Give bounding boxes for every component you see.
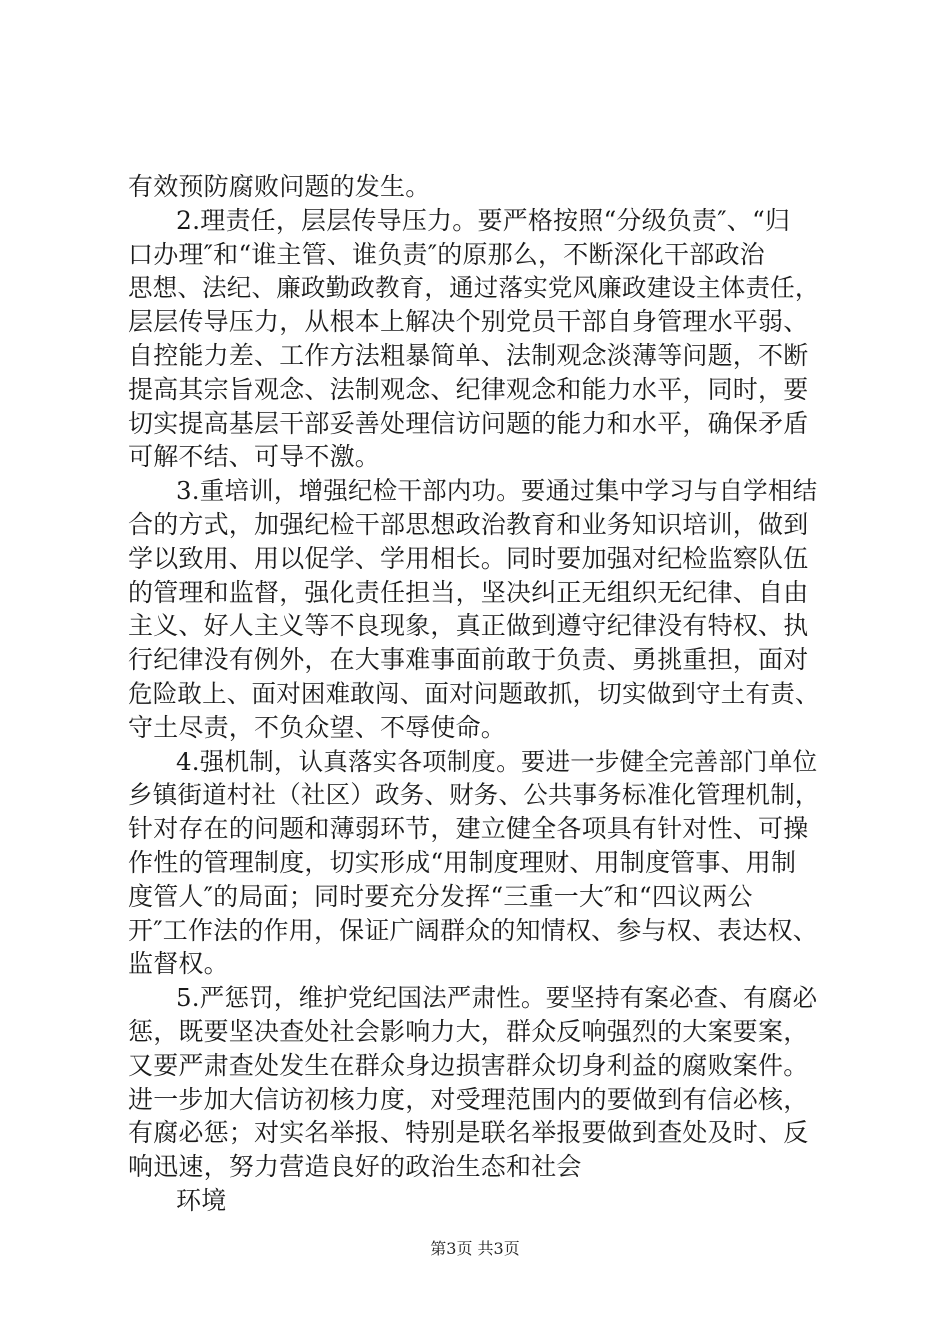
text-line: 层层传导压力，从根本上解决个别党员干部自身管理水平弱、 — [128, 307, 809, 337]
text-line: 环境 — [176, 1185, 227, 1215]
text-line: 乡镇街道村社（社区）政务、财务、公共事务标准化管理机制， — [128, 780, 820, 810]
text-line: 危险敢上、面对困难敢闯、面对问题敢抓，切实做到守土有责、 — [128, 678, 820, 708]
text-line: 惩，既要坚决查处社会影响力大，群众反响强烈的大案要案， — [128, 1016, 809, 1046]
text-line: 思想、法纪、廉政勤政教育，通过落实党风廉政建设主体责任， — [128, 273, 820, 303]
text-line: 可解不结、可导不激。 — [128, 442, 381, 472]
text-line: 有效预防腐败问题的发生。 — [128, 172, 431, 201]
text-line: 3.重培训，增强纪检干部内功。要通过集中学习与自学相结 — [176, 476, 818, 506]
page-footer: 第3页 共3页 — [430, 1239, 520, 1258]
text-line: 提高其宗旨观念、法制观念、纪律观念和能力水平，同时，要 — [128, 374, 809, 404]
text-line: 进一步加大信访初核力度，对受理范围内的要做到有信必核， — [128, 1084, 809, 1114]
text-line: 学以致用、用以促学、学用相长。同时要加强对纪检监察队伍 — [128, 543, 809, 573]
document-body — [128, 170, 828, 1218]
text-line: 4.强机制，认真落实各项制度。要进一步健全完善部门单位 — [176, 746, 818, 776]
text-line: 自控能力差、工作方法粗暴简单、法制观念淡薄等问题，不断 — [128, 340, 809, 370]
text-line: 又要严肃查处发生在群众身边损害群众切身利益的腐败案件。 — [128, 1050, 809, 1080]
text-line: 5.严惩罚，维护党纪国法严肃性。要坚持有案必查、有腐必 — [176, 983, 818, 1013]
text-line: 针对存在的问题和薄弱环节，建立健全各项具有针对性、可操 — [128, 814, 809, 844]
text-line: 行纪律没有例外，在大事难事面前敢于负责、勇挑重担，面对 — [128, 645, 809, 675]
text-line: 开″工作法的作用，保证广阔群众的知情权、参与权、表达权、 — [128, 915, 818, 945]
text-line: 监督权。 — [128, 949, 229, 979]
text-line: 合的方式，加强纪检干部思想政治教育和业务知识培训，做到 — [128, 509, 809, 539]
text-line: 的管理和监督，强化责任担当，坚决纠正无组织无纪律、自由 — [128, 577, 809, 607]
text-line: 响迅速，努力营造良好的政治生态和社会 — [128, 1152, 582, 1182]
text-line: 主义、好人主义等不良现象，真正做到遵守纪律没有特权、执 — [128, 611, 809, 641]
text-line: 作性的管理制度，切实形成“用制度理财、用制度管事、用制 — [128, 847, 797, 877]
text-line: 有腐必惩；对实名举报、特别是联名举报要做到查处及时、反 — [128, 1118, 809, 1148]
text-line: 口办理″和“谁主管、谁负责″的原那么，不断深化干部政治 — [128, 239, 765, 269]
text-line: 度管人″的局面；同时要充分发挥“三重一大″和“四议两公 — [128, 881, 753, 911]
text-line: 2.理责任，层层传导压力。要严格按照“分级负责″、“归 — [176, 205, 791, 235]
text-line: 守土尽责，不负众望、不辱使命。 — [128, 712, 507, 742]
text-line: 切实提高基层干部妥善处理信访问题的能力和水平，确保矛盾 — [128, 408, 809, 438]
